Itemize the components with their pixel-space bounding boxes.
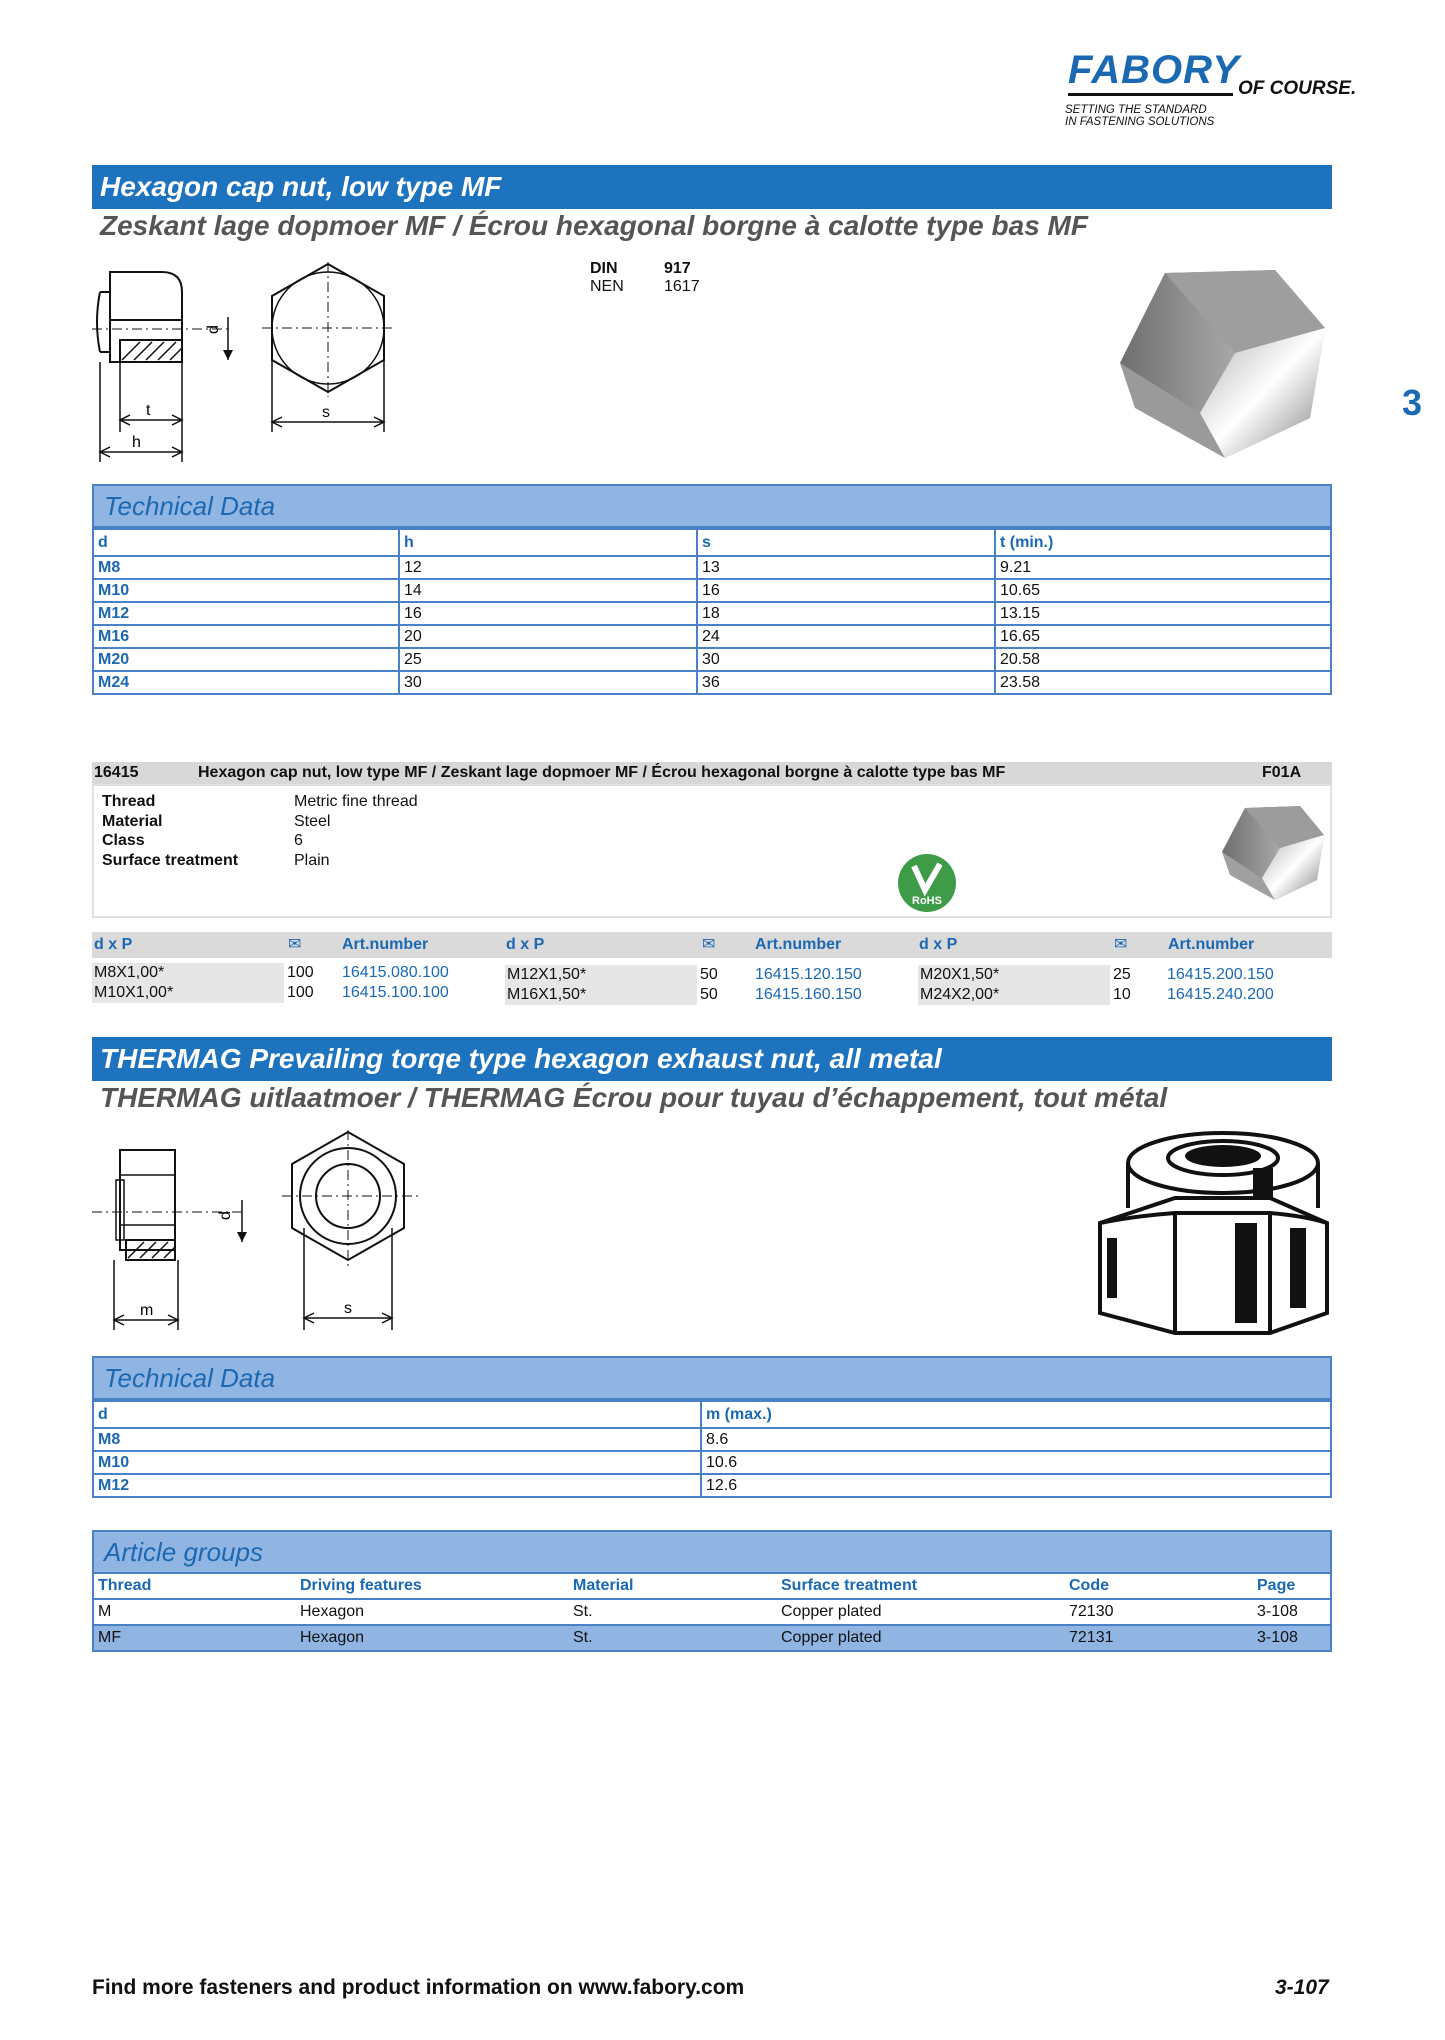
table-row: M16 20 24 16.65 bbox=[93, 625, 1331, 648]
article-groups-header: Article groups bbox=[92, 1530, 1332, 1574]
property-keys: Thread Material Class Surface treatment bbox=[102, 793, 239, 869]
dim-m-label: m bbox=[140, 1302, 154, 1319]
page-number: 3-107 bbox=[1275, 1976, 1329, 1999]
chapter-number: 3 bbox=[1402, 382, 1423, 423]
article-qty: 50 bbox=[700, 966, 718, 983]
table-row: MF Hexagon St. Copper plated 72131 3-108 bbox=[93, 1625, 1331, 1651]
exhaust-nut-side-drawing bbox=[92, 1140, 252, 1335]
logo-tagline: SETTING THE STANDARD IN FASTENING SOLUTIONS bbox=[1065, 104, 1215, 128]
technical-data-header: Technical Data bbox=[92, 484, 1332, 528]
table-row: M10 14 16 10.65 bbox=[93, 579, 1331, 602]
svg-text:RoHS: RoHS bbox=[912, 895, 942, 907]
technical-data-table bbox=[92, 528, 1332, 695]
article-size: M8X1,00* bbox=[92, 963, 284, 983]
article-size: M12X1,50* bbox=[505, 965, 697, 985]
article-groups-table bbox=[92, 1574, 1332, 1652]
package-icon: ✉ bbox=[702, 936, 716, 953]
property-values: Metric fine thread Steel 6 Plain bbox=[294, 793, 418, 869]
dim-h-label: h bbox=[132, 434, 141, 451]
article-number-link[interactable]: 16415.160.150 bbox=[755, 986, 862, 1003]
table-row: M12 12.6 bbox=[93, 1474, 1331, 1497]
table-row: M Hexagon St. Copper plated 72130 3-108 bbox=[93, 1599, 1331, 1625]
section-title: Hexagon cap nut, low type MF bbox=[92, 165, 1332, 209]
package-icon: ✉ bbox=[288, 936, 302, 953]
technical-data-header: Technical Data bbox=[92, 1356, 1332, 1400]
package-icon: ✉ bbox=[1114, 936, 1128, 953]
dim-s-label: s bbox=[322, 404, 330, 421]
product-description: Hexagon cap nut, low type MF / Zeskant lage dopmoer MF / Écrou hexagonal borgne à calotte type bas MF bbox=[198, 764, 1006, 781]
cap-nut-thumbnail bbox=[1220, 800, 1326, 906]
table-row: M12 16 18 13.15 bbox=[93, 602, 1331, 625]
exhaust-nut-illustration bbox=[1095, 1128, 1335, 1338]
product-header-bar bbox=[92, 762, 1332, 784]
article-size: M24X2,00* bbox=[918, 985, 1110, 1005]
standards-list: DIN 917 NEN 1617 bbox=[590, 260, 700, 295]
table-row: M20 25 30 20.58 bbox=[93, 648, 1331, 671]
table-row: M8 8.6 bbox=[93, 1428, 1331, 1451]
article-qty: 10 bbox=[1113, 986, 1131, 1003]
footer-text: Find more fasteners and product information on www.fabory.com bbox=[92, 1976, 745, 1999]
dim-d-label: d bbox=[205, 325, 222, 334]
article-qty: 100 bbox=[287, 964, 314, 981]
table-row: M10 10.6 bbox=[93, 1451, 1331, 1474]
exhaust-nut-top-drawing bbox=[282, 1130, 432, 1330]
table-header-row: Thread Driving features Material Surface treatment Code Page bbox=[93, 1574, 1331, 1599]
dim-d-label: d bbox=[217, 1211, 234, 1220]
section-title: THERMAG Prevailing torqe type hexagon exhaust nut, all metal bbox=[92, 1037, 1332, 1081]
product-code: 16415 bbox=[94, 764, 139, 781]
table-header-row: d h s t (min.) bbox=[93, 529, 1331, 556]
cap-nut-side-drawing bbox=[92, 262, 242, 472]
rohs-icon bbox=[896, 852, 958, 914]
dim-t-label: t bbox=[146, 402, 151, 419]
page-link[interactable]: 3-108 bbox=[1253, 1625, 1331, 1651]
table-header-row: d m (max.) bbox=[93, 1401, 1331, 1428]
product-ref: F01A bbox=[1262, 764, 1302, 781]
article-number-link[interactable]: 16415.100.100 bbox=[342, 984, 449, 1001]
product-properties-box bbox=[92, 784, 1332, 918]
table-row: M8 12 13 9.21 bbox=[93, 556, 1331, 579]
page-link[interactable]: 3-108 bbox=[1253, 1599, 1331, 1625]
article-number-link[interactable]: 16415.200.150 bbox=[1167, 966, 1274, 983]
logo-suffix: OF COURSE. bbox=[1238, 78, 1357, 99]
article-qty: 50 bbox=[700, 986, 718, 1003]
article-number-link[interactable]: 16415.240.200 bbox=[1167, 986, 1274, 1003]
article-qty: 100 bbox=[287, 984, 314, 1001]
dim-s-label: s bbox=[344, 1300, 352, 1317]
logo-underline bbox=[1068, 93, 1233, 96]
article-list-header: d x P ✉ Art.number d x P ✉ Art.number d x P ✉ Art.number bbox=[92, 932, 1332, 958]
technical-data-table bbox=[92, 1400, 1332, 1498]
article-qty: 25 bbox=[1113, 966, 1131, 983]
brand-logo: FABORY bbox=[1068, 48, 1240, 92]
article-number-link[interactable]: 16415.080.100 bbox=[342, 964, 449, 981]
section-subtitle: Zeskant lage dopmoer MF / Écrou hexagonal borgne à calotte type bas MF bbox=[100, 210, 1088, 241]
cap-nut-photo bbox=[1115, 258, 1335, 463]
table-row: M24 30 36 23.58 bbox=[93, 671, 1331, 694]
cap-nut-top-drawing bbox=[262, 262, 402, 437]
article-size: M20X1,50* bbox=[918, 965, 1110, 985]
article-size: M16X1,50* bbox=[505, 985, 697, 1005]
article-number-link[interactable]: 16415.120.150 bbox=[755, 966, 862, 983]
section-subtitle: THERMAG uitlaatmoer / THERMAG Écrou pour tuyau d’échappement, tout métal bbox=[100, 1082, 1168, 1113]
article-size: M10X1,00* bbox=[92, 983, 284, 1003]
